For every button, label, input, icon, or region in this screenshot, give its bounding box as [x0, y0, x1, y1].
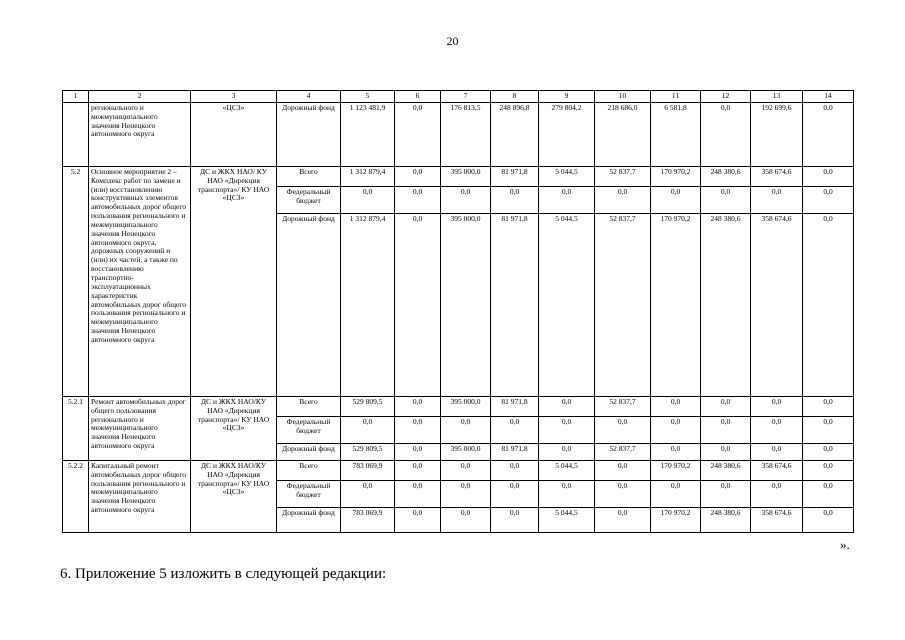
funding-source-cell: Дорожный фонд — [277, 102, 341, 166]
value-cell: 248 380,6 — [701, 507, 751, 532]
value-cell: 248 380,6 — [701, 460, 751, 480]
item-name-cell: Основное мероприятие 2 – Комплекс работ по замене и (или) восстановлению конструктивных элементов автомобильных дорог общего пользования регионального и межмуниципального значения Ненецкого автономного округа, дорожных сооружений и (или) их частей, а также по восстановлению транспортно-эксплуатационных характеристик автомобильных дорог общего пользования регионального и межмуниципального значения Ненецкого автономного округа — [89, 166, 191, 396]
value-cell: 0,0 — [395, 480, 441, 507]
value-cell: 783 069,9 — [341, 460, 395, 480]
value-cell: 529 809,5 — [341, 396, 395, 416]
value-cell: 248 380,6 — [701, 213, 751, 396]
value-cell: 0,0 — [395, 396, 441, 416]
value-cell: 0,0 — [595, 460, 651, 480]
value-cell: 0,0 — [341, 416, 395, 443]
value-cell: 0,0 — [491, 507, 539, 532]
value-cell: 81 971,8 — [491, 166, 539, 186]
value-cell: 170 970,2 — [651, 213, 701, 396]
value-cell: 0,0 — [539, 416, 595, 443]
instruction-text: 6. Приложение 5 изложить в следующей редакции: — [60, 566, 387, 582]
value-cell: 0,0 — [595, 186, 651, 213]
column-header: 11 — [651, 91, 701, 103]
column-header: 7 — [441, 91, 491, 103]
column-header: 2 — [89, 91, 191, 103]
value-cell: 248 896,8 — [491, 102, 539, 166]
value-cell: 0,0 — [539, 443, 595, 460]
value-cell: 279 804,2 — [539, 102, 595, 166]
value-cell: 170 970,2 — [651, 166, 701, 186]
column-header: 4 — [277, 91, 341, 103]
value-cell: 0,0 — [441, 507, 491, 532]
value-cell: 0,0 — [651, 443, 701, 460]
value-cell: 0,0 — [803, 396, 854, 416]
funding-source-cell: Федеральный бюджет — [277, 416, 341, 443]
value-cell: 0,0 — [595, 416, 651, 443]
value-cell: 0,0 — [441, 416, 491, 443]
closing-mark: ». — [840, 537, 850, 552]
value-cell: 0,0 — [701, 416, 751, 443]
value-cell: 0,0 — [651, 396, 701, 416]
funding-source-cell: Дорожный фонд — [277, 213, 341, 396]
value-cell: 81 971,8 — [491, 213, 539, 396]
value-cell: 395 000,0 — [441, 166, 491, 186]
funding-source-cell: Федеральный бюджет — [277, 186, 341, 213]
value-cell: 0,0 — [395, 507, 441, 532]
value-cell: 218 686,0 — [595, 102, 651, 166]
funding-source-cell: Федеральный бюджет — [277, 480, 341, 507]
column-header: 3 — [191, 91, 277, 103]
column-header: 6 — [395, 91, 441, 103]
column-header: 10 — [595, 91, 651, 103]
value-cell: 0,0 — [751, 396, 803, 416]
value-cell: 0,0 — [751, 443, 803, 460]
funding-source-cell: Дорожный фонд — [277, 443, 341, 460]
value-cell: 0,0 — [651, 416, 701, 443]
value-cell: 358 674,6 — [751, 213, 803, 396]
funding-source-cell: Всего — [277, 166, 341, 186]
value-cell: 81 971,8 — [491, 396, 539, 416]
item-number-cell: 5.2.1 — [63, 396, 89, 460]
value-cell: 192 699,6 — [751, 102, 803, 166]
column-header: 1 — [63, 91, 89, 103]
value-cell: 783 069,9 — [341, 507, 395, 532]
table-row — [63, 102, 854, 166]
value-cell: 0,0 — [751, 480, 803, 507]
table-row — [63, 396, 854, 416]
value-cell: 1 312 879,4 — [341, 213, 395, 396]
value-cell: 0,0 — [701, 480, 751, 507]
value-cell: 0,0 — [395, 416, 441, 443]
item-name-cell: Капитальный ремонт автомобильных дорог общего пользования регионального и межмуниципального значения Ненецкого автономного округа — [89, 460, 191, 532]
funding-source-cell: Дорожный фонд — [277, 507, 341, 532]
item-number-cell: 5.2.2 — [63, 460, 89, 532]
column-header: 13 — [751, 91, 803, 103]
value-cell: 0,0 — [395, 166, 441, 186]
executor-cell: ДС и ЖКХ НАО/КУ НАО «Дирекция транспорта»/ КУ НАО «ЦСЗ» — [191, 396, 277, 460]
value-cell: 358 674,6 — [751, 460, 803, 480]
value-cell: 1 312 879,4 — [341, 166, 395, 186]
item-number-cell — [63, 102, 89, 166]
value-cell: 0,0 — [395, 213, 441, 396]
value-cell: 0,0 — [491, 480, 539, 507]
value-cell: 0,0 — [803, 460, 854, 480]
value-cell: 395 000,0 — [441, 396, 491, 416]
value-cell: 0,0 — [803, 186, 854, 213]
page-number: 20 — [446, 34, 459, 48]
value-cell: 0,0 — [491, 416, 539, 443]
value-cell: 0,0 — [539, 186, 595, 213]
value-cell: 0,0 — [441, 186, 491, 213]
value-cell: 395 000,0 — [441, 443, 491, 460]
value-cell: 0,0 — [395, 186, 441, 213]
value-cell: 358 674,6 — [751, 166, 803, 186]
value-cell: 248 380,6 — [701, 166, 751, 186]
value-cell: 0,0 — [491, 460, 539, 480]
value-cell: 0,0 — [595, 480, 651, 507]
value-cell: 176 813,5 — [441, 102, 491, 166]
value-cell: 0,0 — [651, 480, 701, 507]
value-cell: 6 581,8 — [651, 102, 701, 166]
value-cell: 0,0 — [751, 186, 803, 213]
value-cell: 395 000,0 — [441, 213, 491, 396]
column-header: 8 — [491, 91, 539, 103]
column-header: 14 — [803, 91, 854, 103]
column-header: 12 — [701, 91, 751, 103]
budget-table — [62, 90, 854, 533]
value-cell: 0,0 — [701, 443, 751, 460]
value-cell: 0,0 — [651, 186, 701, 213]
value-cell: 0,0 — [803, 416, 854, 443]
value-cell: 81 971,8 — [491, 443, 539, 460]
header-row — [63, 91, 854, 103]
executor-cell: ДС и ЖКХ НАО/КУ НАО «Дирекция транспорта»/ КУ НАО «ЦСЗ» — [191, 460, 277, 532]
table-row — [63, 166, 854, 186]
value-cell: 0,0 — [595, 507, 651, 532]
table-row — [63, 460, 854, 480]
value-cell: 0,0 — [701, 186, 751, 213]
value-cell: 0,0 — [441, 460, 491, 480]
value-cell: 0,0 — [395, 102, 441, 166]
value-cell: 0,0 — [803, 507, 854, 532]
value-cell: 0,0 — [491, 186, 539, 213]
value-cell: 5 044,5 — [539, 213, 595, 396]
column-header: 9 — [539, 91, 595, 103]
value-cell: 0,0 — [701, 396, 751, 416]
value-cell: 0,0 — [751, 416, 803, 443]
executor-cell: ДС и ЖКХ НАО/ КУ НАО «Дирекция транспорта»/ КУ НАО «ЦСЗ» — [191, 166, 277, 396]
value-cell: 5 044,5 — [539, 166, 595, 186]
value-cell: 52 837,7 — [595, 213, 651, 396]
column-header: 5 — [341, 91, 395, 103]
funding-source-cell: Всего — [277, 460, 341, 480]
value-cell: 0,0 — [701, 102, 751, 166]
value-cell: 0,0 — [441, 480, 491, 507]
value-cell: 52 837,7 — [595, 166, 651, 186]
value-cell: 0,0 — [395, 460, 441, 480]
value-cell: 170 970,2 — [651, 460, 701, 480]
item-number-cell: 5.2 — [63, 166, 89, 396]
value-cell: 0,0 — [539, 396, 595, 416]
value-cell: 5 044,5 — [539, 507, 595, 532]
value-cell: 358 674,6 — [751, 507, 803, 532]
value-cell: 1 123 481,9 — [341, 102, 395, 166]
value-cell: 52 837,7 — [595, 443, 651, 460]
value-cell: 0,0 — [803, 443, 854, 460]
value-cell: 170 970,2 — [651, 507, 701, 532]
value-cell: 0,0 — [803, 480, 854, 507]
value-cell: 5 044,5 — [539, 460, 595, 480]
value-cell: 0,0 — [395, 443, 441, 460]
executor-cell: «ЦСЗ» — [191, 102, 277, 166]
value-cell: 0,0 — [803, 213, 854, 396]
value-cell: 0,0 — [341, 186, 395, 213]
funding-source-cell: Всего — [277, 396, 341, 416]
item-name-cell: Ремонт автомобильных дорог общего пользования регионального и межмуниципального значения Ненецкого автономного округа — [89, 396, 191, 460]
value-cell: 52 837,7 — [595, 396, 651, 416]
value-cell: 0,0 — [539, 480, 595, 507]
item-name-cell: регионального и межмуниципального значения Ненецкого автономного округа — [89, 102, 191, 166]
value-cell: 0,0 — [803, 166, 854, 186]
value-cell: 0,0 — [803, 102, 854, 166]
value-cell: 0,0 — [341, 480, 395, 507]
value-cell: 529 809,5 — [341, 443, 395, 460]
